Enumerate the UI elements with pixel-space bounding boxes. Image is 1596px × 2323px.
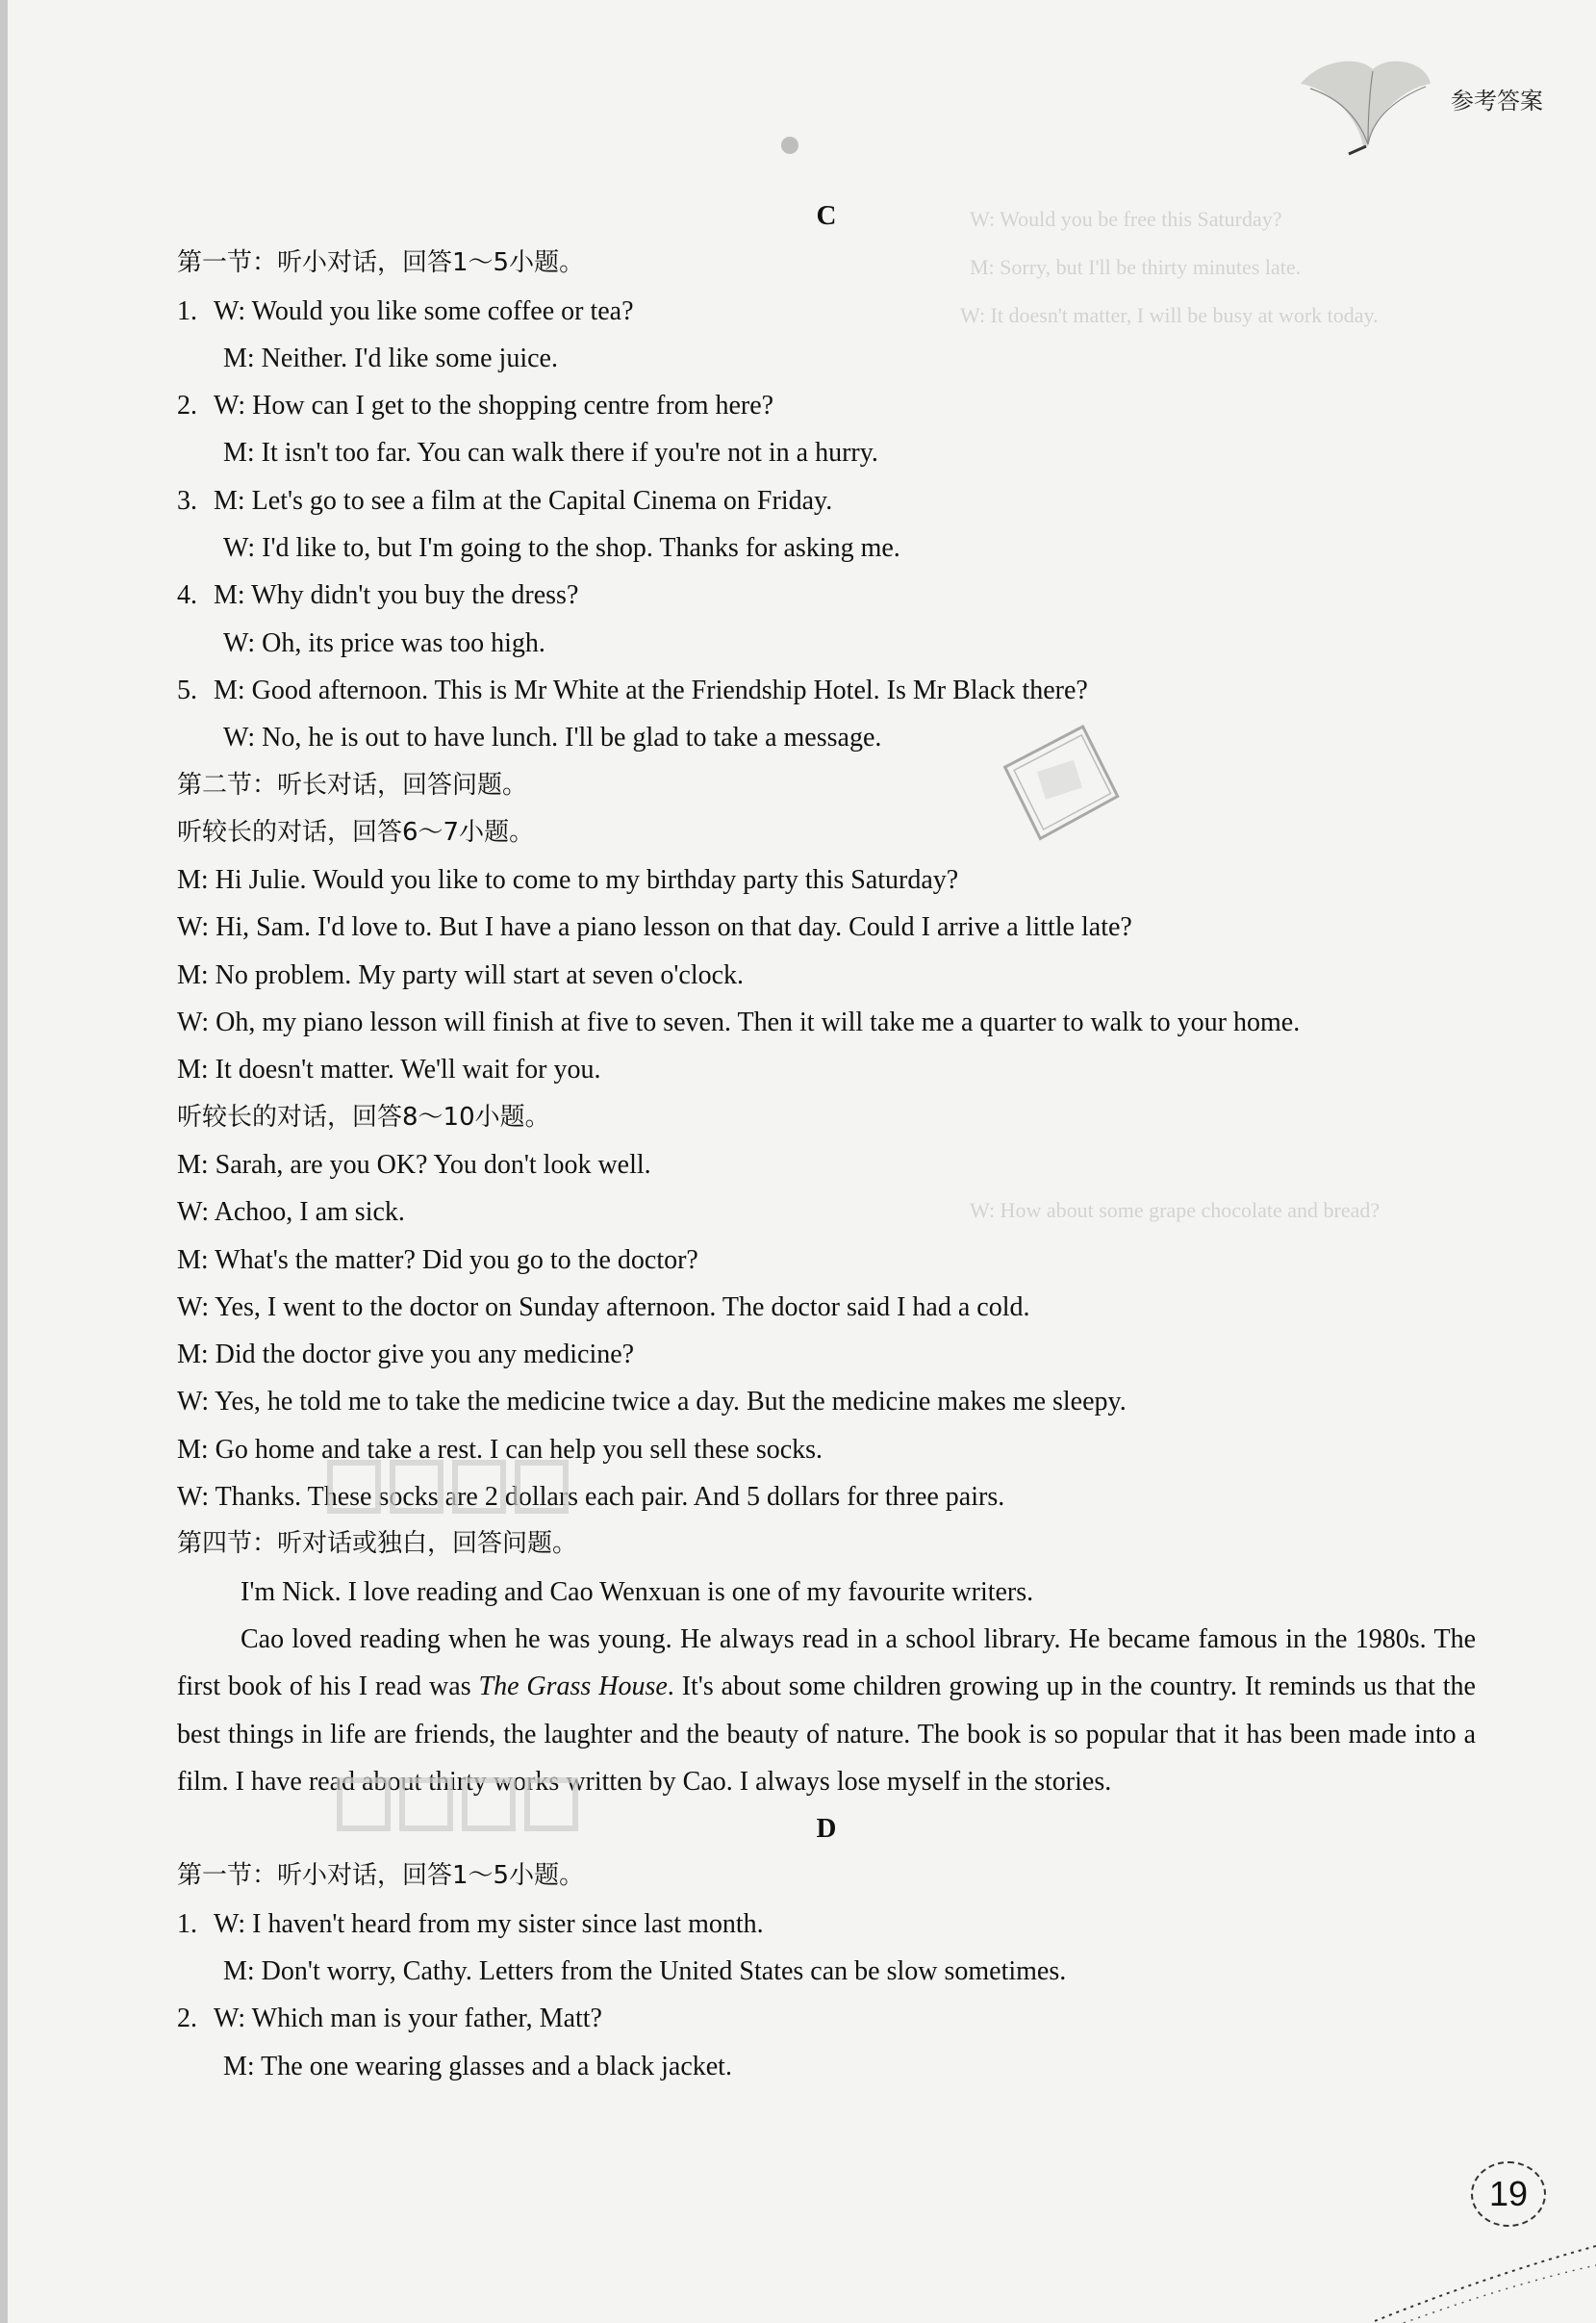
header-label: 参考答案 — [1451, 87, 1543, 115]
dialogue-line: 3. M: Let's go to see a film at the Capital Cinema on Friday. — [177, 477, 1476, 524]
bleed-through-text: W: How about some grape chocolate and bread? — [970, 1198, 1381, 1222]
watermark — [335, 1771, 585, 1851]
dialogue-number: 2. — [177, 391, 197, 421]
dialogue-number: 2. — [177, 2004, 197, 2034]
dialogue-line: M: The one wearing glasses and a black jacket. — [223, 2051, 732, 2081]
section-c-part2-title: 第二节：听长对话，回答问题。 — [177, 770, 528, 800]
dialogue-number: 5. — [177, 675, 197, 705]
ginkgo-leaf-icon — [1291, 50, 1435, 156]
dialogue-number: 1. — [177, 295, 197, 326]
dialogue-line: M: Neither. I'd like some juice. — [223, 343, 558, 373]
page-edge — [0, 0, 8, 2323]
section-c-part4-title: 第四节：听对话或独白，回答问题。 — [177, 1529, 578, 1559]
dialogue-line: 2. W: Which man is your father, Matt? — [177, 1995, 1476, 2042]
dialogue-line: M: Don't worry, Cathy. Letters from the United States can be slow sometimes. — [223, 1955, 1067, 1986]
bleed-through-text: M: Sorry, but I'll be thirty minutes late. — [970, 255, 1302, 279]
long-dialogue-line: W: Achoo, I am sick. — [177, 1197, 405, 1228]
long-dialogue-line: W: Oh, my piano lesson will finish at five to seven. Then it will take me a quarter to walk to your home. — [177, 1008, 1301, 1038]
section-d-title: D — [816, 1813, 837, 1845]
monologue-paragraph-2: Cao loved reading when he was young. He always read in a school library. He became famous in the 1980s. The first book of his I read was The Grass House. It's about some children growing up in the country. It reminds us that the best things in life are friends, the laughter and the beauty of nature. The book is so popular that it has been made into a film. I have read about thirty works written by Cao. I always lose myself in the stories. — [177, 1623, 1476, 1797]
page — [8, 0, 1596, 2323]
dialogue-line: 2. W: How can I get to the shopping centre from here? — [177, 382, 1476, 429]
long-dialogue-line: W: Hi, Sam. I'd love to. But I have a piano lesson on that day. Could I arrive a little late? — [177, 912, 1132, 943]
long-dialogue-line: W: Yes, he told me to take the medicine twice a day. But the medicine makes me sleepy. — [177, 1387, 1127, 1417]
dialogue-line: W: I'd like to, but I'm going to the shop. Thanks for asking me. — [223, 533, 900, 564]
long-dialogue-line: M: It doesn't matter. We'll wait for you. — [177, 1055, 601, 1085]
long-dialogue-line: M: Hi Julie. Would you like to come to my birthday party this Saturday? — [177, 865, 959, 896]
long-dialogue-2-title: 听较长的对话，回答8～10小题。 — [177, 1102, 550, 1132]
long-dialogue-line: M: Did the doctor give you any medicine? — [177, 1340, 635, 1370]
decorative-dotted-curve — [1375, 2217, 1596, 2323]
section-d-part1-title: 第一节：听小对话，回答1～5小题。 — [177, 1861, 585, 1891]
dialogue-line: W: Oh, its price was too high. — [223, 627, 545, 658]
dialogue-line: W: No, he is out to have lunch. I'll be glad to take a message. — [223, 723, 882, 753]
watermark — [325, 1453, 575, 1534]
section-c-part1-title: 第一节：听小对话，回答1～5小题。 — [177, 248, 585, 278]
book-title: The Grass House — [478, 1672, 668, 1702]
dialogue-line: M: It isn't too far. You can walk there if you're not in a hurry. — [223, 438, 878, 469]
dialogue-line: 1. W: I haven't heard from my sister since last month. — [177, 1901, 1476, 1948]
long-dialogue-line: M: Sarah, are you OK? You don't look well. — [177, 1149, 651, 1180]
dialogue-number: 3. — [177, 485, 197, 516]
long-dialogue-line: W: Yes, I went to the doctor on Sunday afternoon. The doctor said I had a cold. — [177, 1291, 1030, 1322]
blot-mark — [777, 133, 802, 158]
long-dialogue-line: M: What's the matter? Did you go to the doctor? — [177, 1244, 698, 1275]
dialogue-line: 4. M: Why didn't you buy the dress? — [177, 572, 1476, 619]
long-dialogue-line: W: Thanks. These socks are 2 dollars each pair. And 5 dollars for three pairs. — [177, 1482, 1005, 1513]
long-dialogue-line: M: No problem. My party will start at seven o'clock. — [177, 959, 745, 990]
dialogue-number: 1. — [177, 1908, 197, 1939]
dialogue-number: 4. — [177, 580, 197, 611]
page-number: 19 — [1471, 2161, 1546, 2227]
dialogue-line: 5. M: Good afternoon. This is Mr White at the Friendship Hotel. Is Mr Black there? — [177, 667, 1476, 714]
monologue-paragraph-1: I'm Nick. I love reading and Cao Wenxuan is one of my favourite writers. — [241, 1576, 1034, 1607]
long-dialogue-1-title: 听较长的对话，回答6～7小题。 — [177, 817, 535, 847]
long-dialogue-line: M: Go home and take a rest. I can help you sell these socks. — [177, 1434, 823, 1465]
bleed-through-text: W: Would you be free this Saturday? — [970, 207, 1282, 231]
section-c-title: C — [816, 200, 837, 231]
page-header — [1291, 50, 1543, 156]
dialogue-line: 1. W: Would you like some coffee or tea? — [177, 288, 1476, 335]
bleed-through-text: W: It doesn't matter, I will be busy at work today. — [960, 303, 1379, 327]
